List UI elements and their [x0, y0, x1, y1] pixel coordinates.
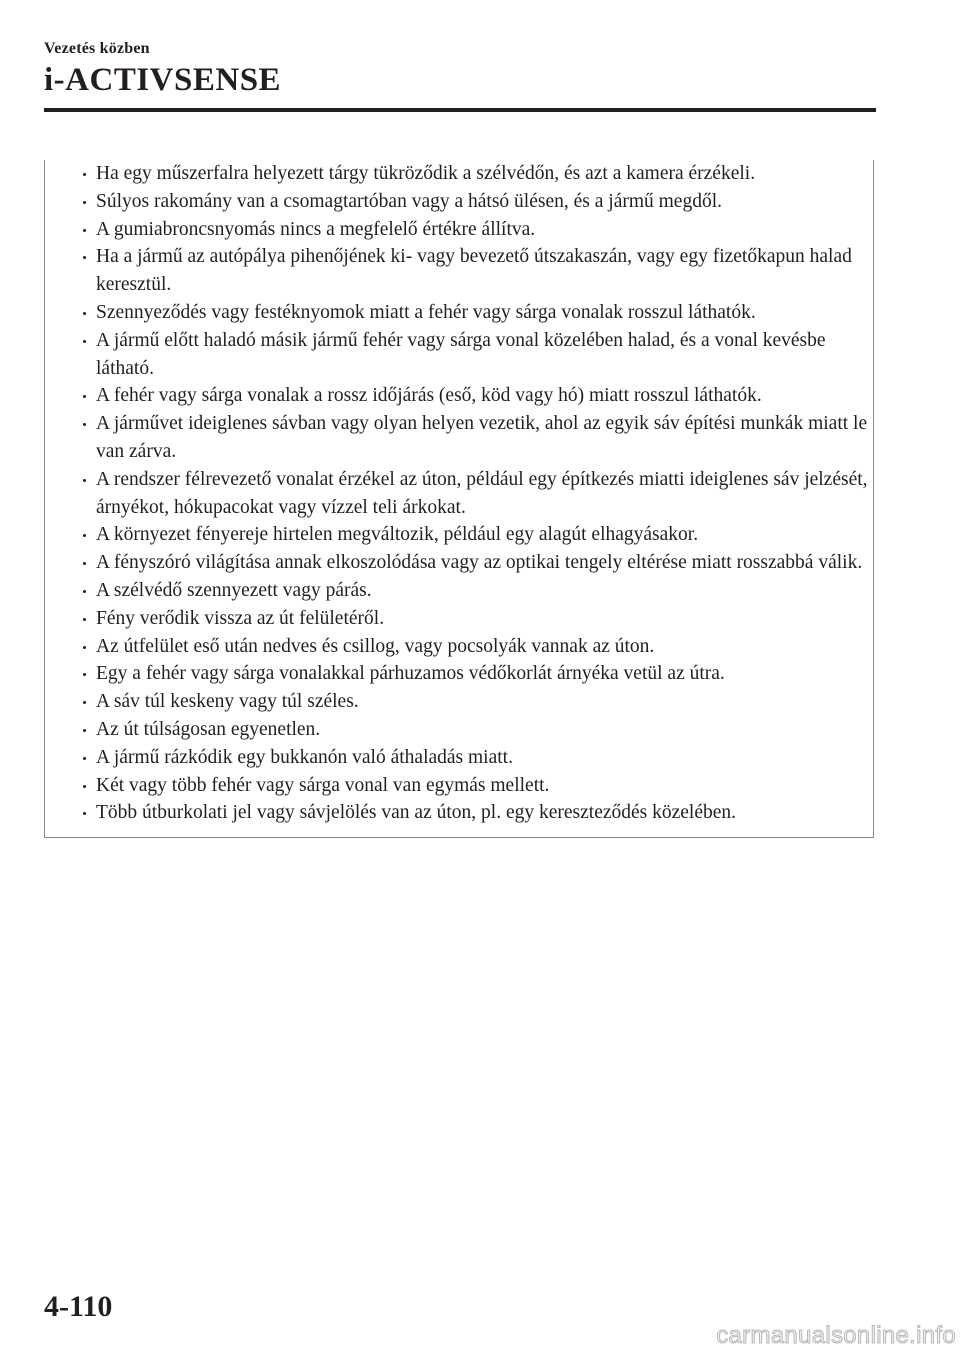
list-item-text: A jármű rázkódik egy bukkanón való áthaladás miatt.	[96, 746, 513, 768]
list-item	[70, 605, 870, 633]
list-item-text: Ha a jármű az autópálya pihenőjének ki- vagy bevezető útszakaszán, vagy egy fizetőkapun halad keresztül.	[96, 246, 852, 296]
bullet-icon	[83, 618, 86, 621]
bullet-icon	[83, 646, 86, 649]
title-divider	[44, 108, 876, 112]
bullet-icon	[83, 479, 86, 482]
list-item	[70, 577, 870, 605]
page-number: 4-110	[44, 1290, 113, 1323]
list-item	[70, 633, 870, 661]
bullet-icon	[83, 757, 86, 760]
list-item	[70, 660, 870, 688]
list-item	[70, 521, 870, 549]
bullet-icon	[83, 423, 86, 426]
bullet-icon	[83, 590, 86, 593]
list-item-text: Súlyos rakomány van a csomagtartóban vagy a hátsó ülésen, és a jármű megdől.	[96, 190, 722, 212]
list-item-text: A fehér vagy sárga vonalak a rossz időjárás (eső, köd vagy hó) miatt rosszul láthatók.	[96, 385, 762, 407]
list-item	[70, 299, 870, 327]
list-item-text: Fény verődik vissza az út felületéről.	[96, 607, 385, 629]
list-item-text: Több útburkolati jel vagy sávjelölés van az úton, pl. egy kereszteződés közelében.	[96, 802, 737, 824]
list-item-text: A rendszer félrevezető vonalat érzékel az úton, például egy építkezés miatti ideiglenes sáv jelzését, árnyékot, hókupacokat vagy vízzel teli árkokat.	[96, 468, 868, 518]
condition-list	[70, 160, 870, 827]
bullet-icon	[83, 673, 86, 676]
list-item	[70, 410, 870, 466]
list-item	[70, 688, 870, 716]
list-item	[70, 216, 870, 244]
watermark: carmanualsonline.info	[716, 1322, 956, 1349]
list-item-text: A jármű előtt haladó másik jármű fehér vagy sárga vonal közelében halad, és a vonal kevésbe látható.	[96, 329, 826, 379]
bullet-icon	[83, 201, 86, 204]
bullet-icon	[83, 562, 86, 565]
list-item-text: Egy a fehér vagy sárga vonalakkal párhuzamos védőkorlát árnyéka vetül az útra.	[96, 663, 725, 685]
list-item	[70, 243, 870, 299]
list-item-text: A sáv túl keskeny vagy túl széles.	[96, 691, 359, 713]
list-item	[70, 744, 870, 772]
list-item	[70, 466, 870, 522]
bullet-icon	[83, 785, 86, 788]
bullet-icon	[83, 229, 86, 232]
list-item-text: A fényszóró világítása annak elkoszolódása vagy az optikai tengely eltérése miatt rosszabbá válik.	[96, 552, 863, 574]
list-item-text: Az útfelület eső után nedves és csillog, vagy pocsolyák vannak az úton.	[96, 635, 655, 657]
list-item-text: A gumiabroncsnyomás nincs a megfelelő értékre állítva.	[96, 218, 536, 240]
list-item-text: A környezet fényereje hirtelen megváltozik, például egy alagút elhagyásakor.	[96, 524, 699, 546]
bullet-icon	[83, 534, 86, 537]
bullet-icon	[83, 173, 86, 176]
bullet-icon	[83, 729, 86, 732]
list-item	[70, 799, 870, 827]
list-item-text: Szennyeződés vagy festéknyomok miatt a fehér vagy sárga vonalak rosszul láthatók.	[96, 301, 756, 323]
section-label: Vezetés közben	[44, 40, 150, 57]
list-item	[70, 549, 870, 577]
list-item	[70, 188, 870, 216]
list-item-text: A szélvédő szennyezett vagy párás.	[96, 579, 372, 601]
list-item-text: A járművet ideiglenes sávban vagy olyan helyen vezetik, ahol az egyik sáv építési munkák miatt le van zárva.	[96, 413, 868, 462]
list-item	[70, 772, 870, 800]
bullet-icon	[83, 395, 86, 398]
bullet-icon	[83, 312, 86, 315]
bullet-icon	[83, 340, 86, 343]
list-item-text: Ha egy műszerfalra helyezett tárgy tükröződik a szélvédőn, és azt a kamera érzékeli.	[96, 163, 756, 184]
list-item-text: Két vagy több fehér vagy sárga vonal van egymás mellett.	[96, 774, 550, 796]
list-item	[70, 382, 870, 410]
list-item	[70, 327, 870, 383]
bullet-icon	[83, 701, 86, 704]
page-title: i-ACTIVSENSE	[44, 62, 282, 98]
bullet-icon	[83, 812, 86, 815]
bullet-icon	[83, 256, 86, 259]
list-item	[70, 160, 870, 188]
list-item	[70, 716, 870, 744]
list-item-text: Az út túlságosan egyenetlen.	[96, 718, 321, 740]
